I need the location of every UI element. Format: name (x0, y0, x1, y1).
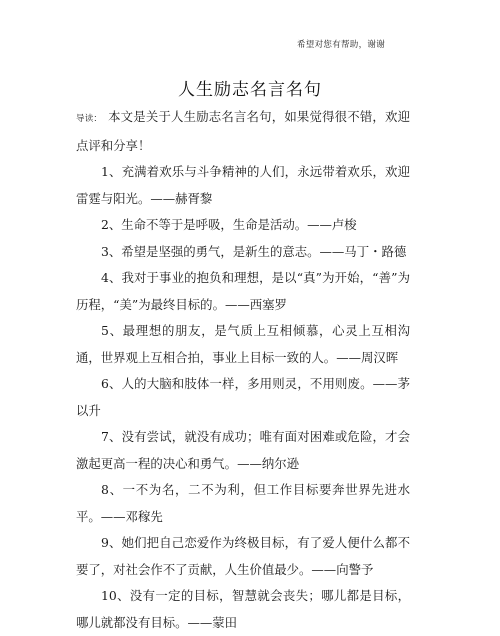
quote-paragraph: 3、希望是坚强的勇气，是新生的意志。——马丁・路德 (101, 243, 407, 259)
document-title: 人生励志名言名句 (178, 80, 322, 100)
quote-paragraph: 8、一不为名，二不为利，但工作目标要奔世界先进水平。——邓稼先 (76, 482, 410, 524)
quote-paragraph: 2、生命不等于是呼吸，生命是活动。——卢梭 (101, 217, 357, 232)
quote-paragraph: 7、没有尝试，就没有成功；唯有面对困难或危险，才会激起更高一程的决心和勇气。——纳尔逊 (76, 429, 410, 471)
intro-paragraph (76, 104, 410, 159)
header-note: 希望对您有帮助，谢谢 (297, 40, 386, 50)
quote-paragraph: 6、人的大脑和肢体一样，多用则灵，不用则废。——茅以升 (76, 376, 410, 418)
intro-text: 本文是关于人生励志名言名句，如果觉得很不错，欢迎点评和分享！ (76, 109, 410, 153)
quote-paragraph: 1、充满着欢乐与斗争精神的人们，永远带着欢乐，欢迎雷霆与阳光。——赫胥黎 (76, 164, 410, 206)
document-body (76, 104, 410, 636)
intro-label: 导读： (76, 114, 103, 124)
quote-paragraph: 10、没有一定的目标，智慧就会丧失；哪儿都是目标，哪儿就都没有目标。——蒙田 (76, 588, 410, 630)
quote-paragraph: 4、我对于事业的抱负和理想，是以“真”为开始，“善”为历程，“美”为最终目标的。——西塞罗 (76, 270, 410, 312)
quote-paragraph: 5、最理想的朋友，是气质上互相倾慕，心灵上互相沟通，世界观上互相合拍，事业上目标一致的人。——周汉晖 (76, 323, 410, 365)
quote-paragraph: 9、她们把自己恋爱作为终极目标，有了爱人便什么都不要了，对社会作不了贡献，人生价值最少。——向警予 (76, 535, 410, 577)
